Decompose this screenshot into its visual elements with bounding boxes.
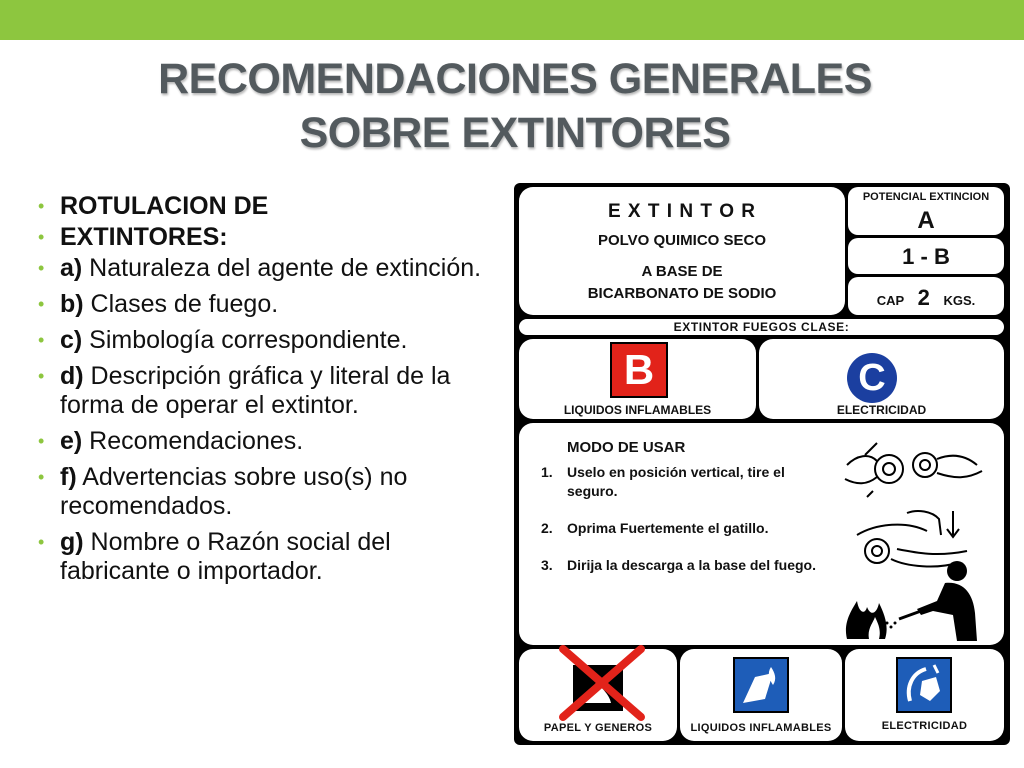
slide-title: [60, 52, 970, 160]
bullet-item: [34, 223, 504, 252]
classes-title: EXTINTOR FUEGOS CLASE:: [673, 320, 850, 334]
agent-box: [519, 187, 845, 315]
pictogram-box-1: [519, 649, 677, 741]
bullet-text: ROTULACION DE: [60, 192, 269, 220]
potential-box-a: [848, 187, 1004, 235]
bullet-item: [34, 254, 504, 283]
class-b-icon: [610, 342, 668, 398]
class-c-letter: C: [858, 356, 886, 399]
bullet-item: [34, 528, 504, 586]
usage-steps: [541, 463, 831, 593]
bullet-item: [34, 290, 504, 319]
class-c-box: [759, 339, 1004, 419]
flammable-liquid-pictogram: [733, 657, 789, 713]
step-text: Dirija la descarga a la base del fuego.: [567, 557, 816, 573]
class-c-text: ELECTRICIDAD: [836, 403, 927, 417]
bullet-prefix: d): [60, 362, 84, 390]
label-header: E X T I N T O R: [607, 201, 756, 222]
title-line-1: RECOMENDACIONES GENERALES: [158, 55, 872, 103]
pictogram-2-text: LIQUIDOS INFLAMABLES: [690, 722, 832, 734]
bullet-prefix: b): [60, 290, 84, 318]
potential-box-b: [848, 238, 1004, 274]
bullet-item: [34, 362, 504, 420]
capacity-box: [848, 277, 1004, 315]
pictogram-box-2: [680, 649, 842, 741]
usage-title: MODO DE USAR: [567, 439, 686, 456]
bullet-prefix: g): [60, 528, 84, 556]
extinguisher-label: [514, 183, 1010, 745]
class-b-text: LIQUIDOS INFLAMABLES: [563, 403, 712, 417]
bullet-prefix: e): [60, 427, 83, 455]
pictogram-1-text: PAPEL Y GENEROS: [543, 722, 653, 734]
agent-line-1: POLVO QUIMICO SECO: [597, 232, 767, 249]
class-b-box: [519, 339, 756, 419]
bullet-prefix: a): [60, 254, 83, 282]
electrical-pictogram: [896, 657, 952, 713]
bullet-text: Advertencias sobre uso(s) no recomendados.: [60, 463, 408, 520]
agent-line-2: A BASE DE: [641, 263, 723, 280]
pictogram-3-text: ELECTRICIDAD: [881, 720, 968, 732]
cap-prefix: CAP: [876, 293, 904, 308]
class-c-icon: [847, 353, 897, 403]
bullet-text: Nombre o Razón social del fabricante o importador.: [60, 528, 391, 585]
capacity: [848, 285, 1004, 311]
not-suitable-cross-icon: [557, 643, 647, 723]
bullet-prefix: c): [60, 326, 83, 354]
bullet-text: Descripción gráfica y literal de la forma de operar el extintor.: [60, 362, 451, 419]
cap-unit: KGS.: [943, 293, 976, 308]
potential-title: POTENCIAL EXTINCION: [862, 191, 990, 203]
classes-strip: [519, 319, 1004, 335]
bullet-text: Simbología correspondiente.: [82, 326, 408, 354]
bullet-list: [34, 192, 504, 593]
pictogram-box-3: [845, 649, 1004, 741]
aim-at-fire-illustration: [837, 553, 987, 643]
bullet-item: [34, 463, 504, 521]
step-number: 3.: [541, 557, 553, 573]
cap-value: 2: [917, 285, 930, 310]
title-line-2: SOBRE EXTINTORES: [299, 109, 731, 157]
bullet-text: Naturaleza del agente de extinción.: [82, 254, 482, 282]
usage-step: [541, 463, 831, 501]
bullet-item: [34, 326, 504, 355]
bullet-text: EXTINTORES:: [60, 223, 228, 251]
bullet-prefix: f): [60, 463, 77, 491]
step-number: 1.: [541, 464, 553, 480]
potential-b: 1 - B: [902, 244, 950, 269]
accent-bar: [0, 0, 1024, 40]
bullet-text: Recomendaciones.: [82, 427, 304, 455]
usage-box: [519, 423, 1004, 645]
agent-line-3: BICARBONATO DE SODIO: [587, 285, 777, 302]
bullet-text: Clases de fuego.: [83, 290, 279, 318]
potential-a: A: [917, 207, 935, 234]
step-text: Uselo en posición vertical, tire el seguro.: [567, 464, 785, 499]
step-number: 2.: [541, 520, 553, 536]
bullet-item: [34, 427, 504, 456]
class-b-letter: B: [623, 346, 655, 393]
usage-step: [541, 519, 831, 538]
step-text: Oprima Fuertemente el gatillo.: [567, 520, 769, 536]
usage-step: [541, 556, 831, 575]
bullet-item: [34, 192, 504, 221]
pull-pin-illustration: [837, 435, 987, 499]
